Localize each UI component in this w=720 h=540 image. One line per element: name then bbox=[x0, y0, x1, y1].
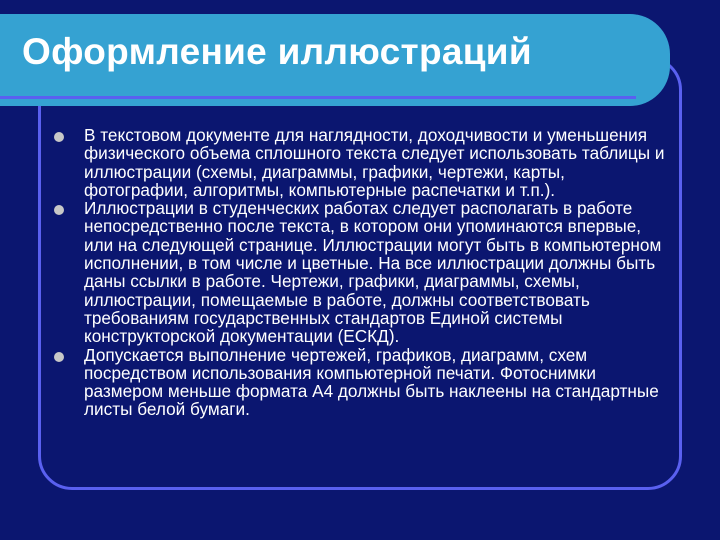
bullet-item bbox=[54, 346, 666, 419]
bullet-list bbox=[54, 126, 666, 419]
bullet-item bbox=[54, 199, 666, 345]
bullet-item bbox=[54, 126, 666, 199]
slide-title: Оформление иллюстраций bbox=[22, 31, 532, 72]
bullet-text: В текстовом документе для наглядности, доходчивости и уменьшения физического объема сплошного текста следует использовать таблицы и иллюстрации (схемы, диаграммы, графики, чертежи, карты, фотографии, алгоритмы, компьютерные распечатки и т.п.). bbox=[84, 125, 665, 200]
bullet-text: Допускается выполнение чертежей, графиков, диаграмм, схем посредством использования компьютерной печати. Фотоснимки размером меньше формата А4 должны быть наклеены на стандартные листы белой бумаги. bbox=[84, 344, 659, 420]
bullet-dot-icon bbox=[54, 352, 64, 362]
bullet-text: Иллюстрации в студенческих работах следует располагать в работе непосредственно после текста, в котором они упоминаются впервые, или на следующей странице. Иллюстрации могут быть в компьютерном исполнении, в том числе и цветные. На все иллюстрации должны быть даны ссылки в работе. Чертежи, графики, диаграммы, схемы, иллюстрации, помещаемые в работе, должны соответствовать требованиям государственных стандартов Единой системы конструкторской документации (ЕСКД). bbox=[84, 198, 662, 347]
bullet-dot-icon bbox=[54, 205, 64, 215]
bullet-dot-icon bbox=[54, 132, 64, 142]
title-underline bbox=[0, 96, 636, 99]
